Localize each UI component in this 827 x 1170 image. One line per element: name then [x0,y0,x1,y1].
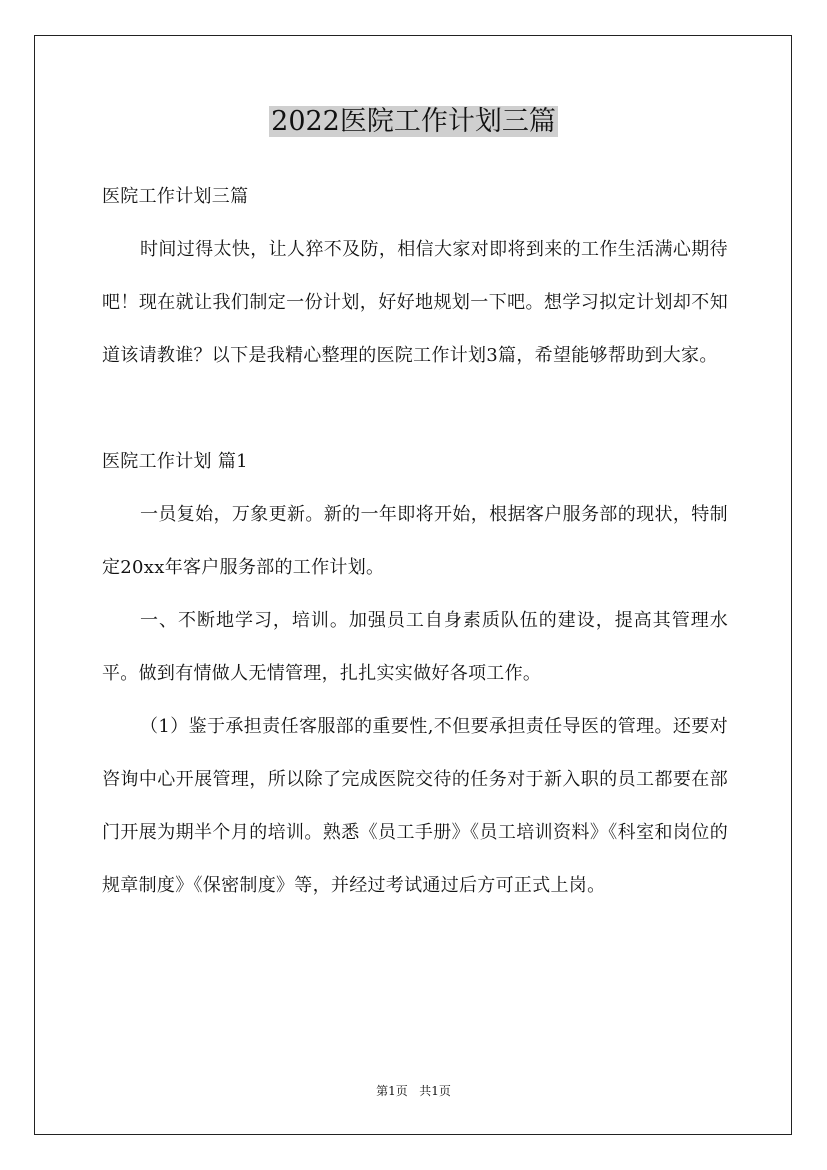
body-paragraph: 一、不断地学习，培训。加强员工自身素质队伍的建设，提高其管理水平。做到有情做人无情管理，扎扎实实做好各项工作。 [102,610,728,684]
document-heading: 医院工作计划三篇 [102,186,249,207]
section-heading: 医院工作计划 篇1 [102,451,248,472]
page-footer [0,1082,827,1100]
section-spacer [102,382,728,435]
document-body [102,170,728,912]
page-number-label: 第1页 共1页 [376,1084,451,1098]
body-paragraph: （1）鉴于承担责任客服部的重要性,不但要承担责任导医的管理。还要对咨询中心开展管理，所以除了完成医院交待的任务对于新入职的员工都要在部门开展为期半个月的培训。熟悉《员工手册》《员工培训资料》《科室和岗位的规章制度》《保密制度》等，并经过考试通过后方可正式上岗。 [102,716,728,896]
document-title [0,102,827,142]
document-title-text: 2022医院工作计划三篇 [271,106,556,137]
body-paragraph: 一员复始，万象更新。新的一年即将开始，根据客户服务部的现状，特制定20xx年客户服务部的工作计划。 [102,504,728,578]
intro-paragraph: 时间过得太快，让人猝不及防，相信大家对即将到来的工作生活满心期待吧！现在就让我们制定一份计划，好好地规划一下吧。想学习拟定计划却不知道该请教谁？以下是我精心整理的医院工作计划3篇，希望能够帮助到大家。 [102,239,728,366]
